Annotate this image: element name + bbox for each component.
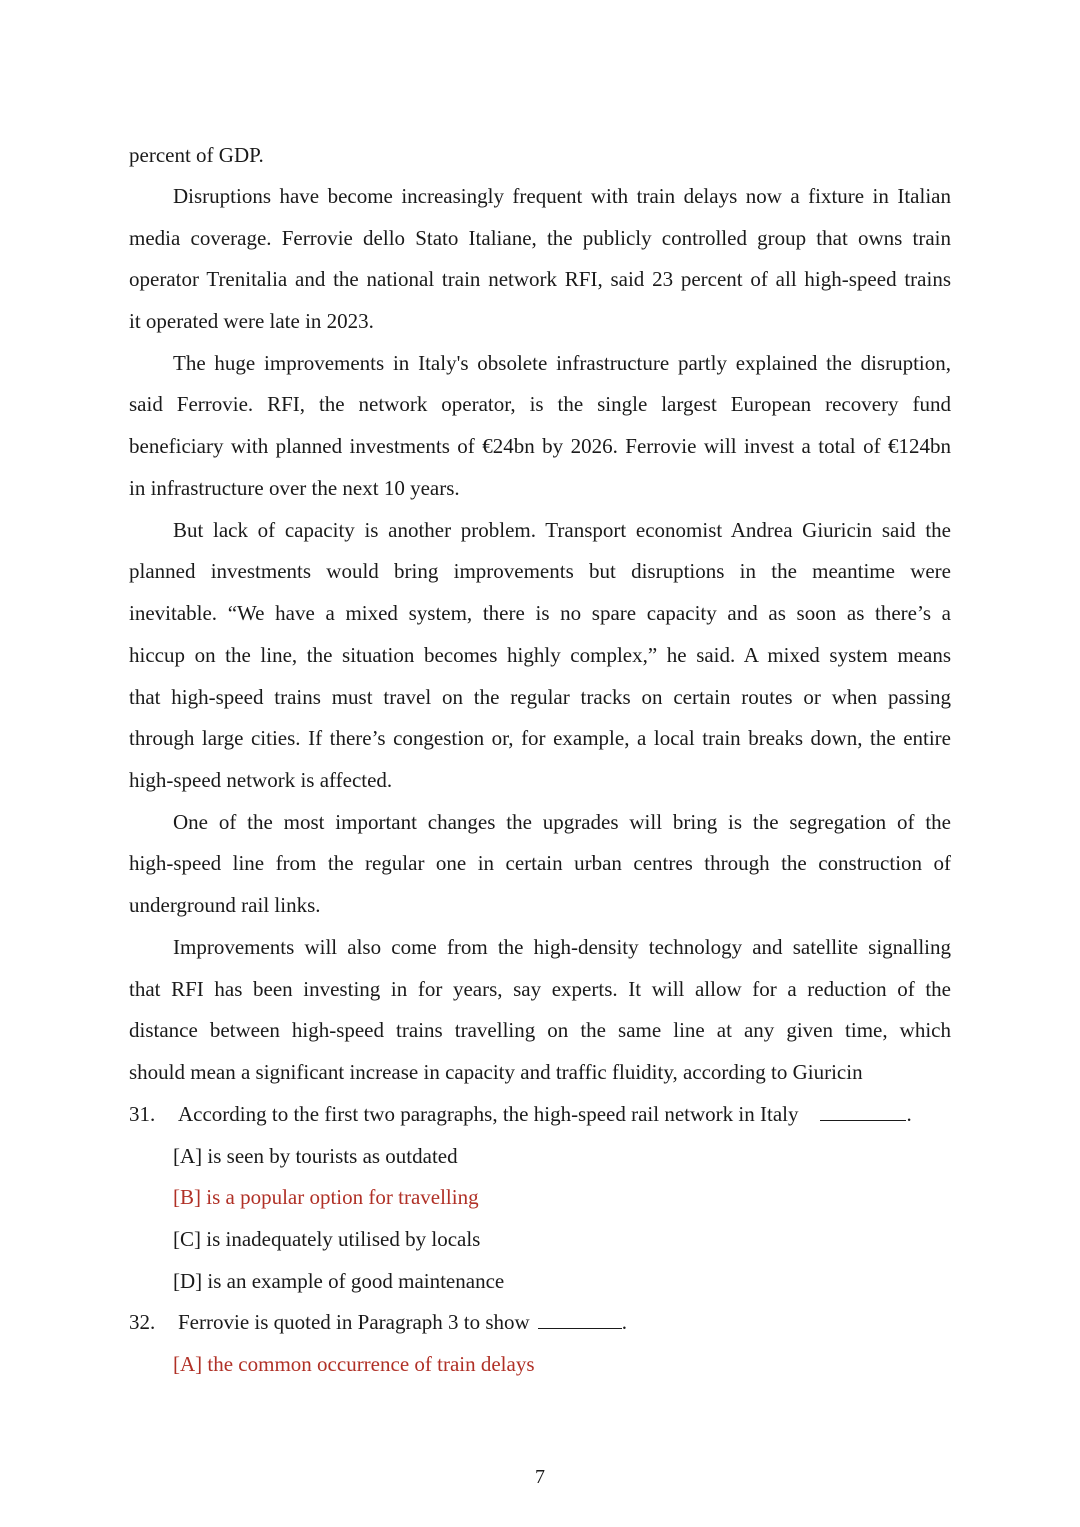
- paragraph-line: operator Trenitalia and the national train network RFI, said 23 percent of all high-speed trains: [129, 267, 951, 291]
- paragraph-line: One of the most important changes the upgrades will bring is the segregation of the: [173, 810, 951, 834]
- paragraph-line: that high-speed trains must travel on the regular tracks on certain routes or when passing: [129, 685, 951, 709]
- paragraph-line: Disruptions have become increasingly frequent with train delays now a fixture in Italian: [173, 184, 951, 208]
- paragraph-line: beneficiary with planned investments of €24bn by 2026. Ferrovie will invest a total of €124bn: [129, 434, 951, 458]
- question-32-end: .: [621, 1310, 627, 1334]
- question-31-stem: [178, 1100, 912, 1128]
- question-32-number: 32.: [129, 1310, 156, 1334]
- answer-blank: [820, 1100, 906, 1121]
- paragraph-line: it operated were late in 2023.: [129, 309, 374, 333]
- question-32-stem-text: Ferrovie is quoted in Paragraph 3 to show: [178, 1310, 530, 1334]
- paragraph-line: planned investments would bring improvements but disruptions in the meantime were: [129, 559, 951, 583]
- paragraph-line: underground rail links.: [129, 893, 321, 917]
- question-31-number: 31.: [129, 1102, 156, 1126]
- question-32-option-a: [A] the common occurrence of train delays: [173, 1352, 535, 1376]
- paragraph-line: distance between high-speed trains travelling on the same line at any given time, which: [129, 1018, 951, 1042]
- paragraph-line: that RFI has been investing in for years, say experts. It will allow for a reduction of the: [129, 977, 951, 1001]
- paragraph-line: Improvements will also come from the high-density technology and satellite signalling: [173, 935, 951, 959]
- question-31-option-b: [B] is a popular option for travelling: [173, 1185, 479, 1209]
- question-31-stem-text: According to the first two paragraphs, the high-speed rail network in Italy: [178, 1102, 799, 1126]
- paragraph-line: The huge improvements in Italy's obsolete infrastructure partly explained the disruption,: [173, 351, 951, 375]
- paragraph-line: in infrastructure over the next 10 years.: [129, 476, 460, 500]
- paragraph-line: high-speed line from the regular one in certain urban centres through the construction of: [129, 851, 951, 875]
- paragraph-line: But lack of capacity is another problem. Transport economist Andrea Giuricin said the: [173, 518, 951, 542]
- paragraph-line: inevitable. “We have a mixed system, there is no spare capacity and as soon as there’s a: [129, 601, 951, 625]
- question-32-stem: [178, 1308, 627, 1336]
- paragraph-line: through large cities. If there’s congestion or, for example, a local train breaks down, the entire: [129, 726, 951, 750]
- question-31-option-a: [A] is seen by tourists as outdated: [173, 1144, 458, 1168]
- paragraph-line: should mean a significant increase in capacity and traffic fluidity, according to Giuricin: [129, 1060, 863, 1084]
- paragraph-line: percent of GDP.: [129, 143, 264, 167]
- paragraph-line: said Ferrovie. RFI, the network operator, is the single largest European recovery fund: [129, 392, 951, 416]
- paragraph-line: high-speed network is affected.: [129, 768, 393, 792]
- question-31-option-d: [D] is an example of good maintenance: [173, 1269, 505, 1293]
- question-31-end: .: [906, 1102, 912, 1126]
- answer-blank: [538, 1308, 622, 1329]
- paragraph-line: media coverage. Ferrovie dello Stato Italiane, the publicly controlled group that owns train: [129, 226, 951, 250]
- paragraph-line: hiccup on the line, the situation becomes highly complex,” he said. A mixed system means: [129, 643, 951, 667]
- page-number: 7: [535, 1466, 545, 1488]
- question-31-option-c: [C] is inadequately utilised by locals: [173, 1227, 481, 1251]
